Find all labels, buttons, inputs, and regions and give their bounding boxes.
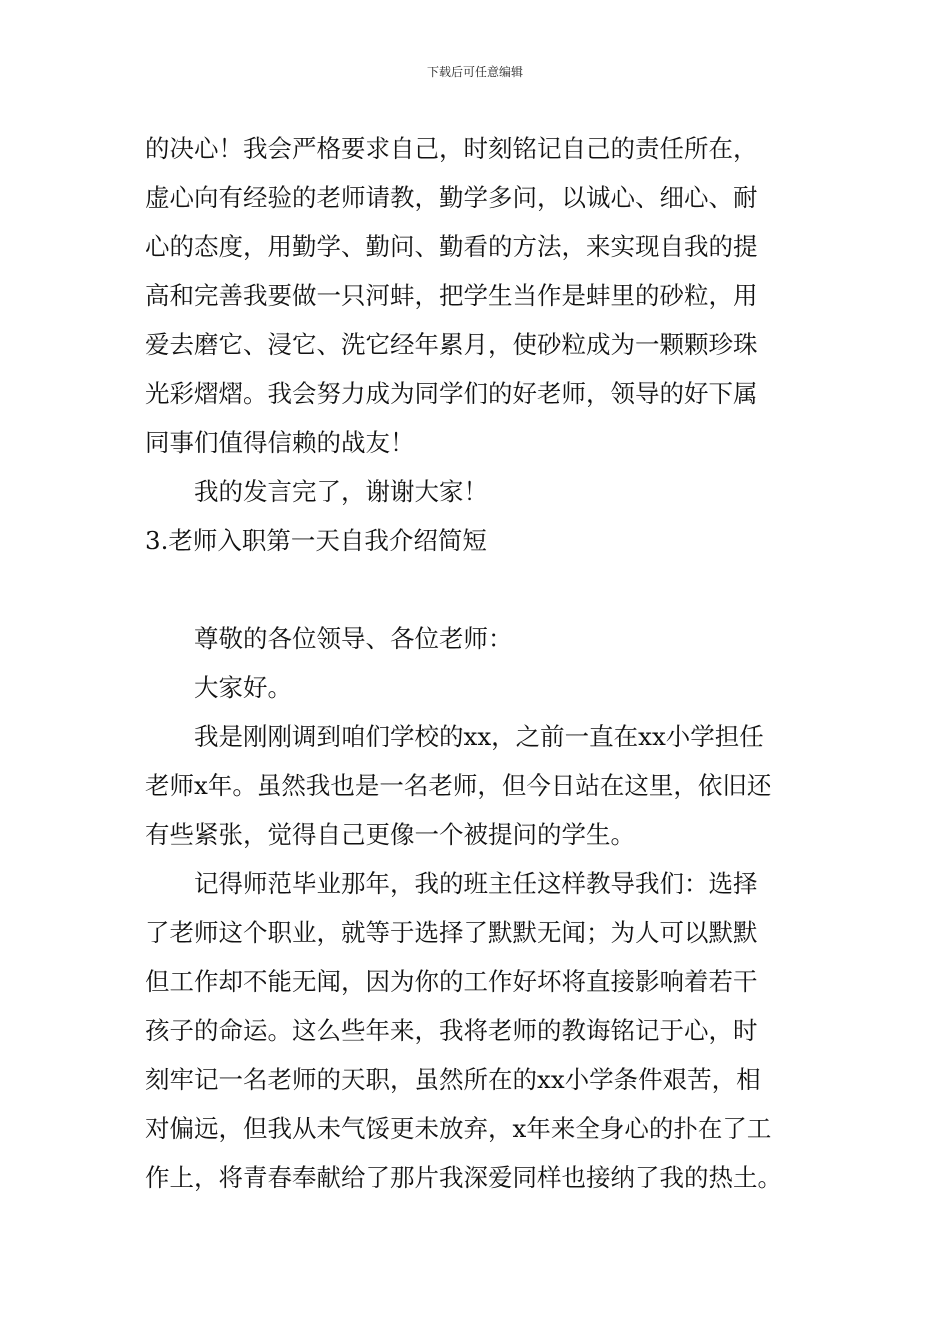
salutation-line: 尊敬的各位领导、各位老师： <box>194 624 513 653</box>
greeting-line: 大家好。 <box>194 673 292 702</box>
text-line: 老师x年。虽然我也是一名老师，但今日站在这里，依旧还 <box>145 771 772 800</box>
text-line: 的决心！我会严格要求自己，时刻铭记自己的责任所在， <box>145 134 758 163</box>
closing-line: 我的发言完了，谢谢大家！ <box>194 477 488 506</box>
text-line: 爱去磨它、浸它、洗它经年累月，使砂粒成为一颗颗珍珠 <box>145 330 758 359</box>
text-line: 了老师这个职业，就等于选择了默默无闻；为人可以默默 <box>145 918 758 947</box>
text-line: 虚心向有经验的老师请教，勤学多问，以诚心、细心、耐 <box>145 183 758 212</box>
text-line: 同事们值得信赖的战友！ <box>145 428 415 457</box>
page-header-note: 下载后可任意编辑 <box>426 65 523 79</box>
document-body <box>145 124 810 1202</box>
text-line: 有些紧张，觉得自己更像一个被提问的学生。 <box>145 820 635 849</box>
paragraph-start: 我是刚刚调到咱们学校的xx，之前一直在xx小学担任 <box>194 722 764 751</box>
text-line: 孩子的命运。这么些年来，我将老师的教诲铭记于心，时 <box>145 1016 758 1045</box>
text-line: 但工作却不能无闻，因为你的工作好坏将直接影响着若干 <box>145 967 758 996</box>
text-line: 心的态度，用勤学、勤问、勤看的方法，来实现自我的提 <box>145 232 758 261</box>
text-line: 高和完善我要做一只河蚌，把学生当作是蚌里的砂粒，用 <box>145 281 758 310</box>
blank-line <box>145 565 810 614</box>
text-line: 刻牢记一名老师的天职，虽然所在的xx小学条件艰苦，相 <box>145 1065 761 1094</box>
text-line: 对偏远，但我从未气馁更未放弃，x年来全身心的扑在了工 <box>145 1114 772 1143</box>
text-line: 作上，将青春奉献给了那片我深爱同样也接纳了我的热土。 <box>145 1163 782 1192</box>
paragraph-start: 记得师范毕业那年，我的班主任这样教导我们：选择 <box>194 869 758 898</box>
section-heading: 3.老师入职第一天自我介绍简短 <box>145 526 487 555</box>
text-line: 光彩熠熠。我会努力成为同学们的好老师，领导的好下属 <box>145 379 758 408</box>
